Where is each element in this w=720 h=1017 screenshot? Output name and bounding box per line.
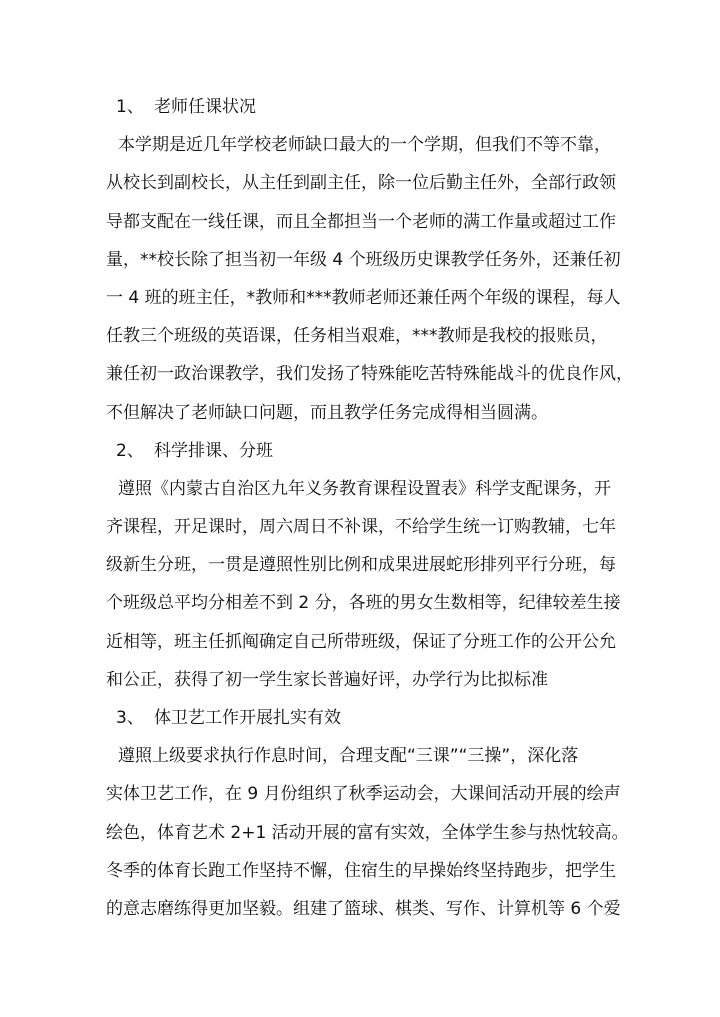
paragraph-line: 级新生分班，一贯是遵照性别比例和成果进展蛇形排列平行分班，每 [106, 555, 616, 576]
paragraph-line: 一 4 班的班主任，*教师和***教师老师还兼任两个年级的课程，每人 [106, 287, 621, 308]
section-heading-3 [106, 699, 626, 737]
section-heading-1 [106, 88, 626, 126]
paragraph-line: 近相等，班主任抓阄确定自己所带班级，保证了分班工作的公开公允 [106, 631, 616, 652]
paragraph-line: 导都支配在一线任课，而且全都担当一个老师的满工作量或超过工作 [106, 211, 616, 232]
document-body [106, 88, 633, 928]
section-number: 1、 [116, 97, 144, 117]
paragraph-line: 量，**校长除了担当初一年级 4 个班级历史课教学任务外，还兼任初 [106, 249, 621, 270]
paragraph-line: 个班级总平均分相差不到 2 分，各班的男女生数相等，纪律较差生接 [106, 593, 621, 614]
paragraph-line: 冬季的体育长跑工作坚持不懈，住宿生的早操始终坚持跑步，把学生 [106, 860, 616, 881]
paragraph-line: 不但解决了老师缺口问题，而且教学任务完成得相当圆满。 [106, 402, 548, 423]
section-number: 2、 [116, 440, 144, 461]
paragraph-line: 的意志磨练得更加坚毅。组建了篮球、棋类、写作、计算机等 6 个爱 [106, 898, 621, 919]
paragraph-line: 齐课程，开足课时，周六周日不补课，不给学生统一订购教辅，七年 [106, 517, 616, 538]
paragraph-line: 遵照上级要求执行作息时间，合理支配“三课”“三操”，深化落 [118, 746, 579, 767]
paragraph-line: 和公正，获得了初一学生家长普遍好评，办学行为比拟标准 [106, 669, 548, 690]
paragraph-line: 兼任初一政治课教学，我们发扬了特殊能吃苦特殊能战斗的优良作风， [106, 364, 633, 385]
section-heading-2 [106, 432, 626, 470]
paragraph-line: 实体卫艺工作，在 9 月份组织了秋季运动会，大课间活动开展的绘声 [106, 784, 621, 805]
paragraph-line: 绘色，体育艺术 2+1 活动开展的富有实效，全体学生参与热忱较高。 [106, 822, 629, 843]
paragraph-line: 遵照《内蒙古自治区九年义务教育课程设置表》科学支配课务，开 [118, 478, 611, 499]
paragraph-line: 从校长到副校长，从主任到副主任，除一位后勤主任外，全部行政领 [106, 173, 616, 194]
paragraph-line: 任教三个班级的英语课，任务相当艰难，***教师是我校的报账员， [106, 326, 608, 347]
section-title: 科学排课、分班 [154, 440, 273, 461]
section-title: 老师任课状况 [154, 97, 256, 117]
section-number: 3、 [116, 708, 144, 728]
paragraph-line: 本学期是近几年学校老师缺口最大的一个学期，但我们不等不靠， [118, 135, 611, 156]
section-title: 体卫艺工作开展扎实有效 [154, 708, 341, 728]
